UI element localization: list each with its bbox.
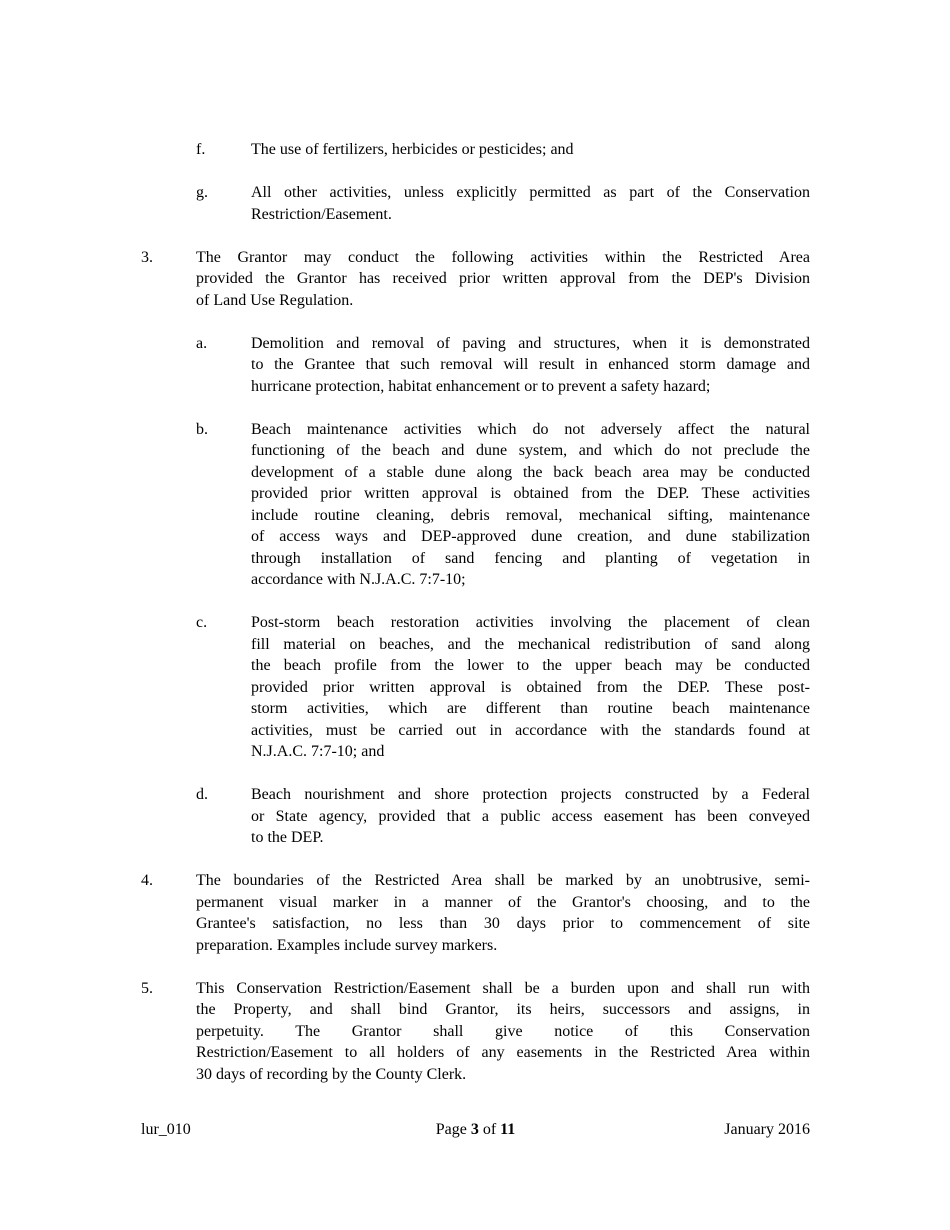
footer-page-of: of: [478, 1121, 501, 1138]
text-line: perpetuity. The Grantor shall give notice of this Conservation: [196, 1022, 810, 1040]
list-item-text: [196, 247, 810, 312]
text-line: functioning of the beach and dune system, and which do not preclude the: [251, 442, 810, 459]
list-item-b: [141, 419, 810, 591]
footer-page-total: 11: [500, 1121, 516, 1138]
list-item-marker: 4.: [141, 872, 153, 889]
text-line: The boundaries of the Restricted Area shall be marked by an unobtrusive, semi-: [196, 872, 810, 889]
text-line: include routine cleaning, debris removal, mechanical sifting, maintenance: [251, 506, 810, 524]
text-line: storm activities, which are different than routine beach maintenance: [251, 700, 810, 717]
list-item-d: [141, 784, 810, 849]
list-item-text: [251, 139, 810, 161]
document-body: [141, 139, 810, 1107]
text-line: to the Grantee that such removal will result in enhanced storm damage and: [251, 356, 810, 373]
text-line: The Grantor may conduct the following activities within the Restricted Area: [196, 248, 810, 266]
footer-page-number: 3: [470, 1121, 479, 1138]
list-item-text: [251, 419, 810, 591]
list-item-text: [251, 612, 810, 763]
text-line: development of a stable dune along the back beach area may be conducted: [251, 463, 810, 481]
text-line: of access ways and DEP-approved dune creation, and dune stabilization: [251, 528, 810, 545]
text-line: through installation of sand fencing and planting of vegetation in: [251, 549, 810, 567]
text-line: the beach profile from the lower to the upper beach may be conducted: [251, 657, 810, 674]
text-line: Demolition and removal of paving and structures, when it is demonstrated: [251, 334, 810, 352]
text-line: provided the Grantor has received prior written approval from the DEP's Division: [196, 270, 810, 287]
text-line: permanent visual marker in a manner of the Grantor's choosing, and to the: [196, 893, 810, 911]
list-item-text: [251, 182, 810, 225]
list-item-4: [141, 870, 810, 956]
text-line: All other activities, unless explicitly permitted as part of the Conservation: [251, 184, 810, 201]
text-line: provided prior written approval is obtained from the DEP. These activities: [251, 485, 810, 502]
text-line: provided prior written approval is obtained from the DEP. These post-: [251, 678, 810, 696]
text-line: 30 days of recording by the County Clerk.: [196, 1065, 467, 1083]
text-line: Restriction/Easement.: [251, 205, 392, 223]
text-line: Grantee's satisfaction, no less than 30 days prior to commencement of site: [196, 915, 810, 932]
list-item-text: [251, 784, 810, 849]
list-item-text: [196, 870, 810, 956]
text-line: of Land Use Regulation.: [196, 291, 354, 309]
list-item-g: [141, 182, 810, 225]
list-item-text: [196, 978, 810, 1086]
text-line: Beach nourishment and shore protection projects constructed by a Federal: [251, 786, 810, 803]
text-line: This Conservation Restriction/Easement shall be a burden upon and shall run with: [196, 979, 810, 997]
list-item-marker: d.: [196, 786, 208, 803]
list-item-3: [141, 247, 810, 312]
page-footer: [141, 1119, 810, 1141]
text-line: fill material on beaches, and the mechanical redistribution of sand along: [251, 635, 810, 653]
footer-page-indicator: [141, 1119, 810, 1141]
text-line: The use of fertilizers, herbicides or pesticides; and: [251, 141, 574, 158]
list-item-c: [141, 612, 810, 763]
text-line: preparation. Examples include survey markers.: [196, 936, 498, 954]
text-line: hurricane protection, habitat enhancement or to prevent a safety hazard;: [251, 377, 711, 395]
list-item-marker: f.: [196, 141, 206, 158]
text-line: N.J.A.C. 7:7-10; and: [251, 743, 385, 760]
footer-date: January 2016: [724, 1121, 810, 1138]
text-line: activities, must be carried out in accordance with the standards found at: [251, 721, 810, 739]
list-item-marker: 5.: [141, 979, 153, 997]
text-line: to the DEP.: [251, 829, 324, 846]
list-item-marker: a.: [196, 334, 208, 352]
text-line: the Property, and shall bind Grantor, its heirs, successors and assigns, in: [196, 1001, 810, 1018]
list-item-marker: b.: [196, 420, 208, 438]
text-line: Restriction/Easement to all holders of any easements in the Restricted Area within: [196, 1044, 810, 1061]
list-item-5: [141, 978, 810, 1086]
footer-document-code: lur_010: [141, 1121, 191, 1138]
text-line: Beach maintenance activities which do not adversely affect the natural: [251, 420, 810, 438]
list-item-text: [251, 333, 810, 398]
text-line: Post-storm beach restoration activities involving the placement of clean: [251, 614, 810, 631]
footer-page-prefix: Page: [435, 1121, 471, 1138]
list-item-a: [141, 333, 810, 398]
list-item-marker: g.: [196, 184, 208, 201]
list-item-marker: c.: [196, 614, 208, 631]
text-line: or State agency, provided that a public access easement has been conveyed: [251, 807, 810, 825]
list-item-f: [141, 139, 810, 161]
list-item-marker: 3.: [141, 248, 153, 266]
text-line: accordance with N.J.A.C. 7:7-10;: [251, 571, 466, 588]
